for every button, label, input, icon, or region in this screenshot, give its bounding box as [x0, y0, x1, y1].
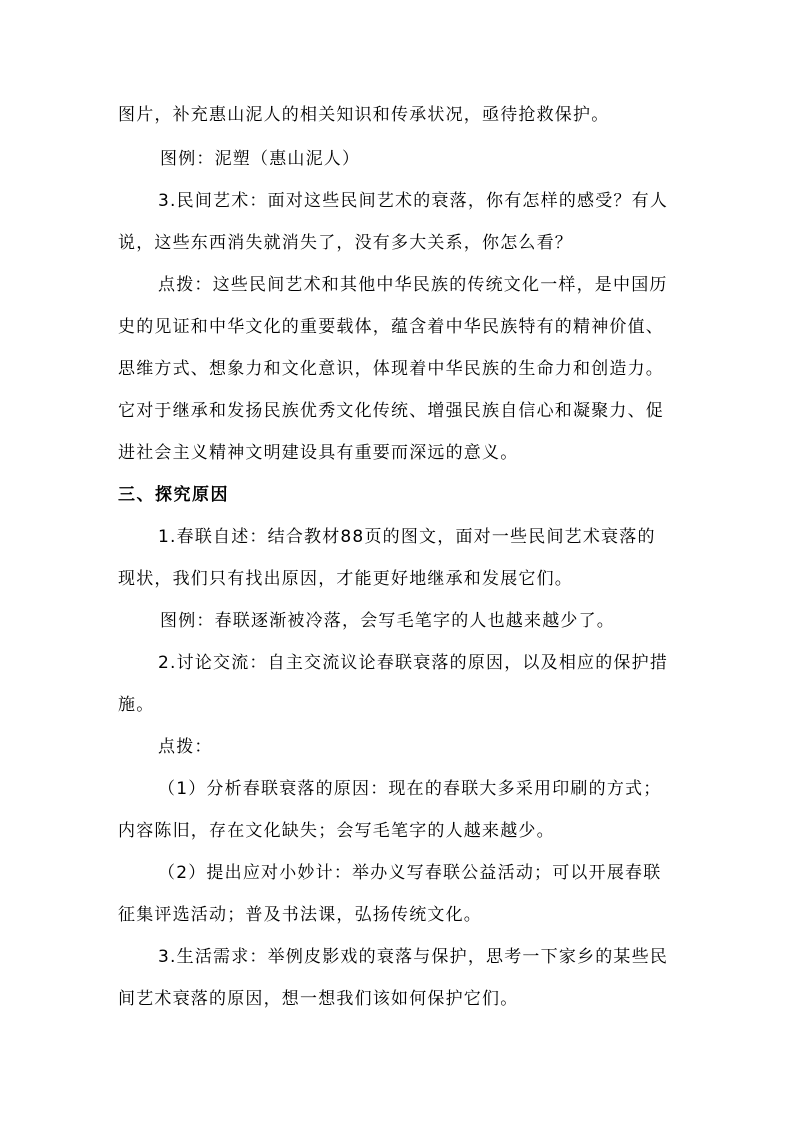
paragraph-line: 史的见证和中华文化的重要载体，蕴含着中华民族特有的精神价值、: [118, 317, 664, 337]
figure-caption: 图例：泥塑（惠山泥人）: [160, 149, 361, 169]
paragraph-line: 思维方式、想象力和文化意识，体现着中华民族的生命力和创造力。: [118, 359, 664, 379]
paragraph-line: 3.生活需求：举例皮影戏的衰落与保护，思考一下家乡的某些民: [158, 947, 669, 967]
paragraph-line: 2.讨论交流：自主交流议论春联衰落的原因，以及相应的保护措: [158, 653, 669, 673]
paragraph-line: 施。: [118, 695, 155, 715]
paragraph-line: 现状，我们只有找出原因，才能更好地继承和发展它们。: [118, 569, 573, 589]
paragraph-line: 3.民间艺术：面对这些民间艺术的衰落，你有怎样的感受？有人: [158, 191, 669, 211]
paragraph-line: （1）分析春联衰落的原因：现在的春联大多采用印刷的方式；: [158, 779, 662, 799]
paragraph-line: 间艺术衰落的原因，想一想我们该如何保护它们。: [118, 989, 519, 1009]
paragraph-line: 说，这些东西消失就消失了，没有多大关系，你怎么看？: [118, 233, 573, 253]
paragraph-line: 点拨：这些民间艺术和其他中华民族的传统文化一样，是中国历: [158, 275, 668, 295]
paragraph-line: 征集评选活动；普及书法课，弘扬传统文化。: [118, 905, 482, 925]
paragraph-line: 1.春联自述：结合教材88页的图文，面对一些民间艺术衰落的: [158, 527, 656, 547]
paragraph-line: 它对于继承和发扬民族优秀文化传统、增强民族自信心和凝聚力、促: [118, 401, 664, 421]
section-heading: 三、探究原因: [118, 485, 229, 505]
paragraph-line: 内容陈旧，存在文化缺失；会写毛笔字的人越来越少。: [118, 821, 555, 841]
paragraph-line: 进社会主义精神文明建设具有重要而深远的意义。: [118, 443, 519, 463]
figure-caption: 图例：春联逐渐被冷落，会写毛笔字的人也越来越少了。: [160, 611, 615, 631]
paragraph-line: 点拨：: [158, 737, 213, 757]
paragraph-line: （2）提出应对小妙计：举办义写春联公益活动；可以开展春联: [158, 863, 662, 883]
paragraph-line: 图片，补充惠山泥人的相关知识和传承状况，亟待抢救保护。: [118, 105, 610, 125]
